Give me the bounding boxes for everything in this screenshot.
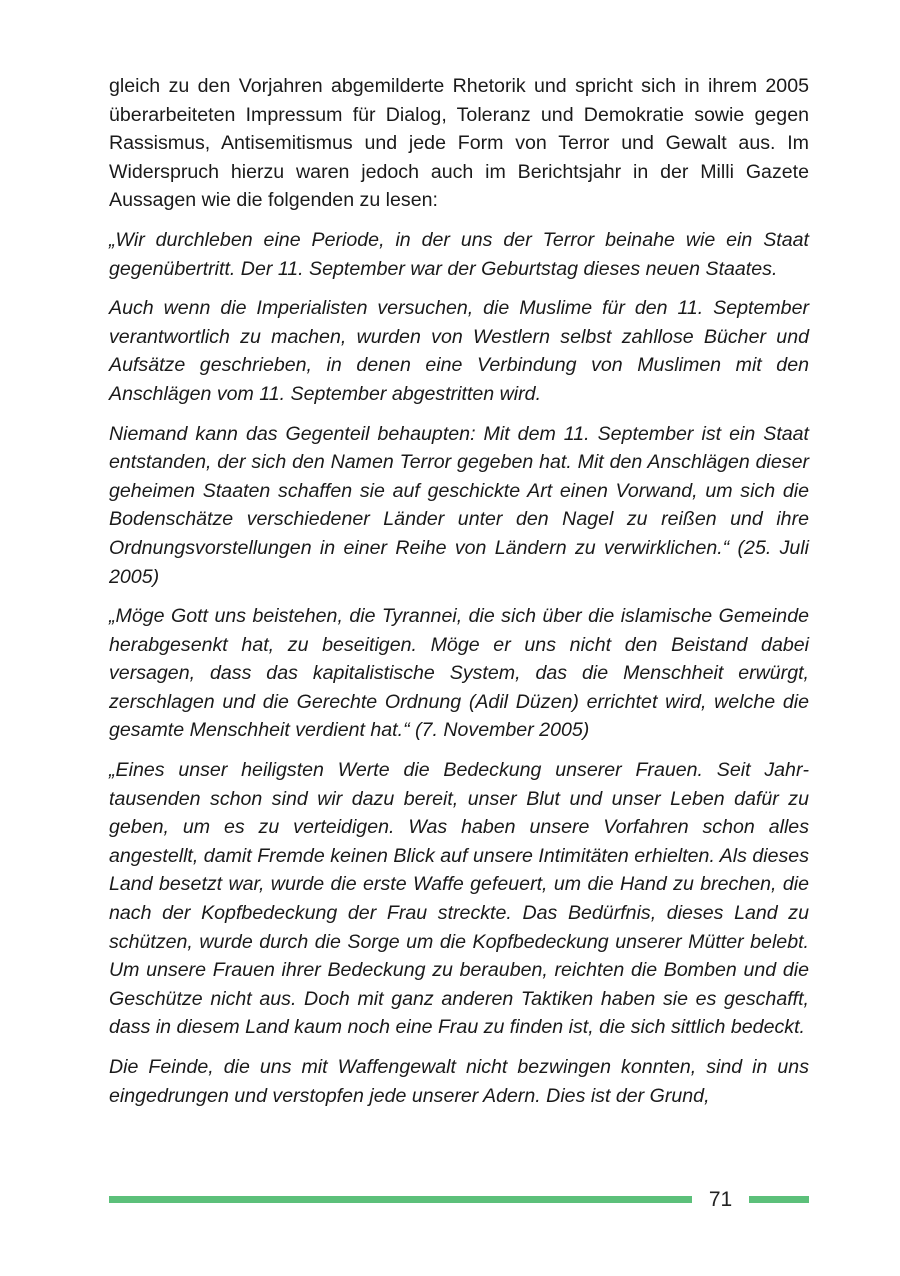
quote-paragraph-3: Niemand kann das Gegenteil behaupten: Mit dem 11. September ist ein Staat entstanden, der sich den Namen Terror gegeben hat. Mit den Anschlägen dieser geheimen Staaten schaffen sie auf geschickte Art einen Vorwand, um sich die Bodenschätze verschiedener Länder unter den Nagel zu reißen und ihre Ordnungsvorstellungen in einer Reihe von Ländern zu verwirklichen.“ (25. Juli 2005) — [109, 422, 809, 588]
quote-paragraph-5: „Eines unser heiligsten Werte die Bedeckung unserer Frauen. Seit Jahrtausenden schon sind wir dazu bereit, unser Blut und unser Leben dafür zu geben, um es zu verteidigen. Was haben unsere Vorfahren schon alles angestellt, damit Fremde keinen Blick auf unsere Intimitäten erhielten. Als dieses Land besetzt war, wurde die erste Waffe gefeuert, um die Hand zu brechen, die nach der Kopfbedeckung der Frau streckte. Das Bedürfnis, dieses Land zu schützen, wurde durch die Sorge um die Kopfbedeckung unserer Mütter belebt. Um unsere Frauen ihrer Bedeckung zu berauben, reichten die Bomben und die Geschütze nicht aus. Doch mit ganz anderen Taktiken haben sie es geschafft, dass in diesem Land kaum noch eine Frau zu finden ist, die sich sittlich bedeckt. — [109, 759, 809, 1039]
footer-rule-left — [109, 1196, 692, 1203]
page-body — [109, 72, 809, 1121]
footer-rule-right — [749, 1196, 809, 1203]
quote-paragraph-4: „Möge Gott uns beistehen, die Tyrannei, die sich über die islamische Gemeinde herabgesenkt hat, zu beseitigen. Möge er uns nicht den Beistand dabei versagen, dass das kapitalistische System, das die Menschheit erwürgt, zerschlagen und die Gerechte Ordnung (Adil Düzen) errichtet wird, welche die gesamte Menschheit verdient hat.“ (7. November 2005) — [109, 605, 809, 742]
quote-paragraph-2: Auch wenn die Imperialisten versuchen, die Muslime für den 11. September verantwortlich zu machen, wurden von Westlern selbst zahllose Bücher und Aufsätze geschrieben, in denen eine Verbindung von Muslimen mit den Anschlägen vom 11. September abgestritten wird. — [109, 297, 809, 405]
page-footer — [109, 1186, 809, 1216]
intro-paragraph: gleich zu den Vorjahren abgemilderte Rhetorik und spricht sich in ihrem 2005 überarbeiteten Impressum für Dialog, Toleranz und Demokratie sowie gegen Rassismus, Antisemitismus und jede Form von Terror und Gewalt aus. Im Widerspruch hierzu waren jedoch auch im Berichtsjahr in der Milli Gazete Aussagen wie die folgenden zu lesen: — [109, 75, 809, 212]
quote-paragraph-6: Die Feinde, die uns mit Waffengewalt nicht bezwingen konnten, sind in uns eingedrungen und verstopfen jede unserer Adern. Dies ist der Grund, — [109, 1056, 809, 1107]
page-number: 71 — [708, 1188, 733, 1211]
quote-paragraph-1: „Wir durchleben eine Periode, in der uns der Terror beinahe wie ein Staat gegenübertritt. Der 11. September war der Geburtstag dieses neuen Staates. — [109, 228, 809, 280]
